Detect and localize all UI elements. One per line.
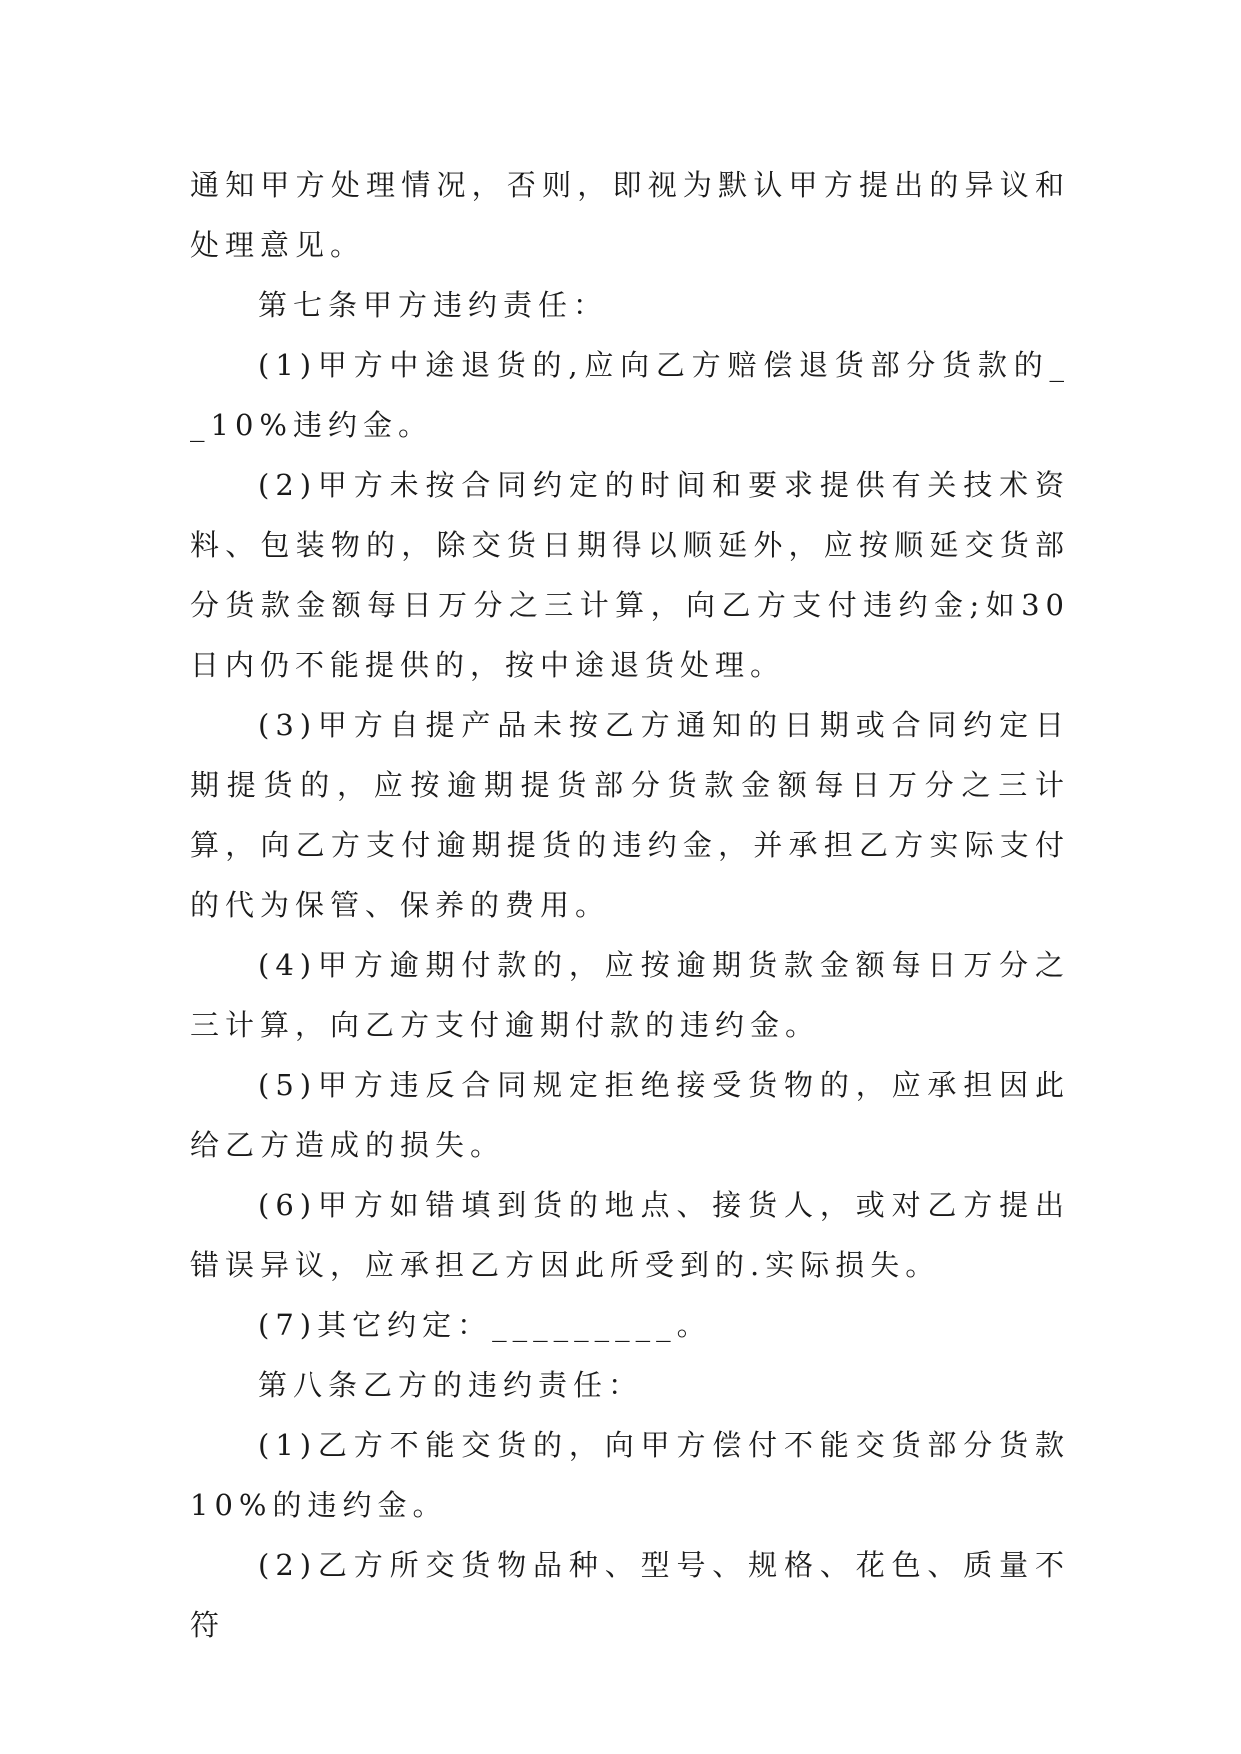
article-7-clause-2: (2)甲方未按合同约定的时间和要求提供有关技术资料、包装物的，除交货日期得以顺延外，应按顺延交货部分货款金额每日万分之三计算，向乙方支付违约金;如30日内仍不能提供的，按中途退货处理。: [190, 468, 1070, 682]
article-7-clause-3: (3)甲方自提产品未按乙方通知的日期或合同约定日期提货的，应按逾期提货部分货款金额每日万分之三计算，向乙方支付逾期提货的违约金，并承担乙方实际支付的代为保管、保养的费用。: [190, 708, 1070, 922]
paragraph-continuation: 通知甲方处理情况，否则，即视为默认甲方提出的异议和处理意见。: [190, 168, 1070, 262]
article-8-clause-1: (1)乙方不能交货的，向甲方偿付不能交货部分货款10%的违约金。: [190, 1428, 1070, 1522]
article-7-clause-4: (4)甲方逾期付款的，应按逾期货款金额每日万分之三计算，向乙方支付逾期付款的违约金。: [190, 948, 1070, 1042]
article-8-clause-2: (2)乙方所交货物品种、型号、规格、花色、质量不符: [190, 1548, 1070, 1642]
article-7-clause-7: (7)其它约定：_________。: [258, 1308, 712, 1342]
article-7-clause-1: (1)甲方中途退货的,应向乙方赔偿退货部分货款的__10%违约金。: [190, 348, 1070, 442]
article-7-heading: 第七条甲方违约责任：: [258, 288, 609, 322]
article-8-heading: 第八条乙方的违约责任：: [258, 1368, 644, 1402]
document-body: [190, 155, 1070, 1655]
article-7-clause-6: (6)甲方如错填到货的地点、接货人，或对乙方提出错误异议，应承担乙方因此所受到的.实际损失。: [190, 1188, 1070, 1282]
article-7-clause-5: (5)甲方违反合同规定拒绝接受货物的，应承担因此给乙方造成的损失。: [190, 1068, 1070, 1162]
